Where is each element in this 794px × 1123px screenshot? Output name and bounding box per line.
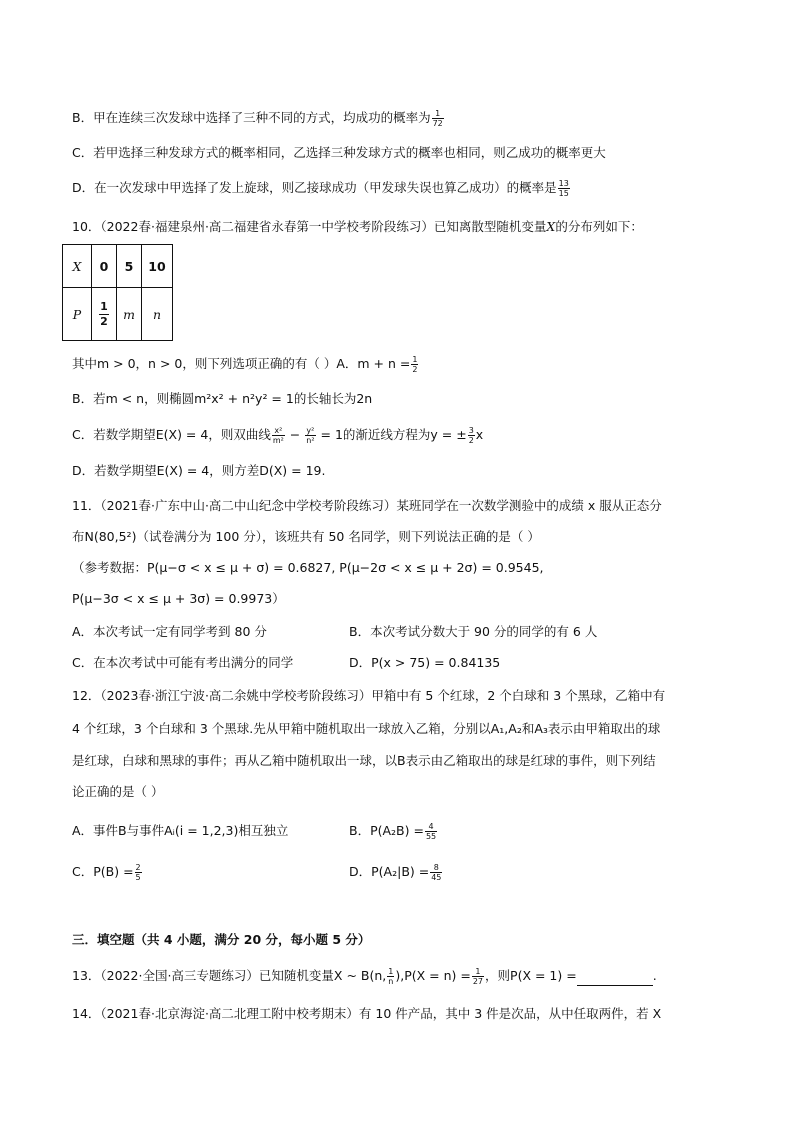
table-cell: 5	[117, 245, 142, 288]
q12-stem-line2: 4 个红球，3 个白球和 3 个黑球.先从甲箱中随机取出一球放入乙箱，分别以A₁,A₂和A₃表示由甲箱取出的球	[72, 721, 661, 736]
q12-option-b: B．P(A₂B) = $\frac{4}{55}$	[349, 822, 437, 841]
q12-option-a: A．事件B与事件Aᵢ(i = 1,2,3)相互独立	[72, 823, 289, 838]
q12-stem-line1: 12．（2023春·浙江宁波·高二余姚中学校考阶段练习）甲箱中有 5 个红球，2 个白球和 3 个黑球，乙箱中有	[72, 688, 666, 703]
q11-stem-line2: 布N(80,5²)（试卷满分为 100 分），该班共有 50 名同学，则下列说法正确的是（ ）	[72, 529, 540, 544]
q11-option-a: A．本次考试一定有同学考到 80 分	[72, 624, 267, 639]
q9-option-d: D．在一次发球中甲选择了发上旋球，则乙接球成功（甲发球失误也算乙成功）的概率是 $\frac{13}{15}$	[72, 179, 569, 198]
table-cell: n	[142, 288, 173, 341]
q11-reference-line1: （参考数据：P(μ−σ < x ≤ μ + σ) = 0.6827, P(μ−2σ < x ≤ μ + 2σ) = 0.9545,	[72, 560, 544, 575]
q10-option-d: D．若数学期望E(X) = 4，则方差D(X) = 19.	[72, 463, 326, 478]
q12-stem-line3: 是红球，白球和黑球的事件；再从乙箱中随机取出一球，以B表示由乙箱取出的球是红球的事件，则下列结	[72, 753, 656, 768]
table-cell: $\frac{1}{2}$	[92, 288, 117, 341]
q12-stem-line4: 论正确的是（ ）	[72, 784, 164, 799]
q11-option-d: D．P(x > 75) = 0.84135	[349, 655, 501, 670]
q10-stem: 10．（2022春·福建泉州·高二福建省永春第一中学校考阶段练习）已知离散型随机变量X的分布列如下：	[72, 219, 643, 234]
q13-stem: 13．（2022·全国·高三专题练习）已知随机变量X ~ B(n, $\frac{1}{n}$ ),P(X = n) = $\frac{1}{27}$ ，则P(X = 1) = .	[72, 967, 657, 986]
table-cell: 0	[92, 245, 117, 288]
answer-blank[interactable]	[577, 971, 653, 986]
q11-stem-line1: 11．（2021春·广东中山·高二中山纪念中学校考阶段练习）某班同学在一次数学测验中的成绩 x 服从正态分	[72, 498, 662, 513]
fraction: $\frac{13}{15}$	[558, 179, 569, 198]
distribution-table	[62, 244, 173, 341]
q11-option-c: C．在本次考试中可能有考出满分的同学	[72, 655, 294, 670]
q11-reference-line2: P(μ−3σ < x ≤ μ + 3σ) = 0.9973）	[72, 591, 285, 606]
q10-option-b: B．若m < n，则椭圆m²x² + n²y² = 1的长轴长为2n	[72, 391, 373, 406]
table-cell: 10	[142, 245, 173, 288]
q9-option-b: B．甲在连续三次发球中选择了三种不同的方式，均成功的概率为 $\frac{1}{72}$	[72, 109, 443, 128]
fraction: $\frac{1}{72}$	[432, 109, 443, 128]
table-row	[63, 288, 173, 341]
table-row	[63, 245, 173, 288]
q12-option-c: C．P(B) = $\frac{2}{5}$	[72, 863, 141, 882]
table-cell: X	[63, 245, 92, 288]
q9-option-c: C．若甲选择三种发球方式的概率相同，乙选择三种发球方式的概率也相同，则乙成功的概率更大	[72, 145, 606, 160]
q11-option-b: B．本次考试分数大于 90 分的同学的有 6 人	[349, 624, 598, 639]
q14-stem-line1: 14．（2021春·北京海淀·高二北理工附中校考期末）有 10 件产品，其中 3 件是次品，从中任取两件，若 X	[72, 1006, 662, 1021]
section-heading: 三．填空题（共 4 小题，满分 20 分，每小题 5 分）	[72, 932, 371, 947]
q12-option-d: D．P(A₂|B) = $\frac{8}{45}$	[349, 863, 442, 882]
table-cell: P	[63, 288, 92, 341]
table-cell: m	[117, 288, 142, 341]
q10-option-c: C．若数学期望E(X) = 4，则双曲线 $\frac{\text{x²}}{\text{m²}}$ − $\frac{\text{y²}}{\text{n²}}$ = 1的渐近线方程为y = ± $\frac{3}{2}$ x	[72, 426, 484, 445]
q10-condition-option-a: 其中m > 0，n > 0，则下列选项正确的有（ ）A．m + n = $\frac{1}{2}$	[72, 355, 418, 374]
